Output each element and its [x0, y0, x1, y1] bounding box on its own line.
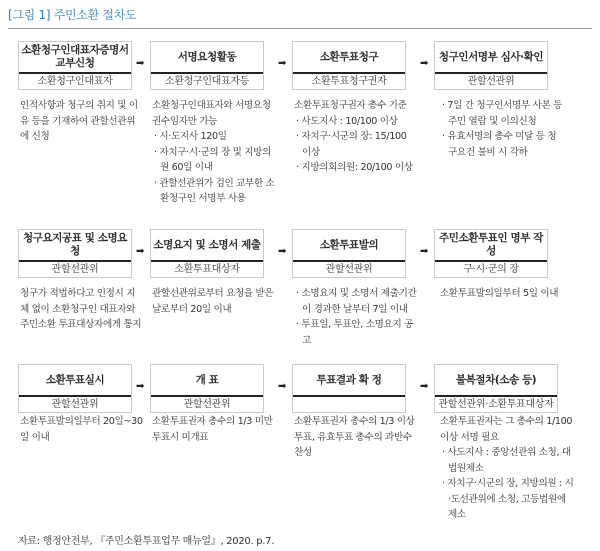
description-line: · 7일 간 청구인서명부 사본 등 주민 열람 및 이의신청 [442, 100, 563, 127]
arrow-right-icon: ➡ [420, 246, 429, 257]
step-actor [293, 397, 405, 412]
arrow-right-icon: ➡ [278, 381, 287, 392]
step-title: 개 표 [151, 365, 263, 397]
step-title: 청구인서명부 심사·확인 [435, 42, 547, 74]
description-line: 소환투표권자 총수의 1/3 미만 투표시 미개표 [152, 416, 273, 443]
step-description [440, 98, 564, 160]
step-box-vote-initiation [292, 229, 406, 278]
step-title: 청구요지공표 및 소명요청 [19, 230, 131, 262]
step-actor: 관할선관위 [467, 76, 515, 87]
step-title: 소환투표청구 [293, 42, 405, 74]
description-line: 소환투표청구권자 총수 기준 [294, 100, 407, 111]
step-description [152, 286, 276, 317]
step-description [440, 414, 574, 523]
description-line: · 유효서명의 총수 미달 등 청구요건 불비 시 각하 [442, 131, 557, 158]
step-title: 소명요지 및 소명서 제출 [151, 230, 263, 262]
description-line: · 자치구·시군의 장, 지방의원 : 시·도선관위에 소청, 고등법원에 제소 [442, 478, 574, 520]
figure-title [8, 6, 136, 23]
step-title: 소환청구인대표자증명서 교부신청 [19, 42, 131, 74]
step-description [294, 286, 418, 348]
step-box-recall-vote-request [292, 41, 406, 90]
step-title: 불복절차(소송 등) [435, 365, 557, 397]
step-box-explanation-submission [150, 229, 264, 278]
step-box-signature-review [434, 41, 548, 90]
step-actor: 소환청구인대표자등 [164, 76, 250, 87]
arrow-right-icon: ➡ [136, 246, 145, 257]
step-actor: 관할선관위 [325, 264, 373, 275]
description-line: · 소명요지 및 소명서 제출기간이 경과한 날부터 7일 이내 [296, 288, 417, 315]
description-line: 소환청구인대표자와 서명요청권수임자만 가능 [152, 100, 271, 127]
step-description [152, 414, 276, 445]
step-description [294, 414, 418, 461]
step-description [440, 286, 564, 302]
description-line: · 사도지사 : 10/100 이상 [296, 115, 398, 127]
figure-tag: [그림 1] [8, 8, 51, 22]
description-line: · 관할선관위가 검인 교부한 소환청구인 서명부 사용 [154, 177, 275, 204]
arrow-right-icon: ➡ [278, 246, 287, 257]
step-box-vote-conduct [18, 364, 132, 413]
description-line: · 투표일, 투표안, 소명요지 공고 [296, 319, 413, 346]
step-description [294, 98, 418, 176]
step-box-claimant-certificate [18, 41, 132, 90]
step-actor: 관할선관위 [51, 264, 99, 275]
step-title: 서명요청활동 [151, 42, 263, 74]
step-box-voter-list [434, 229, 548, 278]
step-box-appeal-procedure [434, 364, 558, 413]
description-line: 소환투표발의일부터 20일~30일 이내 [20, 416, 143, 443]
arrow-right-icon: ➡ [278, 58, 287, 69]
step-title: 소환투표발의 [293, 230, 405, 262]
step-title: 투표결과 확 정 [293, 365, 405, 397]
description-line: · 지방의회의원: 20/100 이상 [296, 162, 413, 173]
step-description [20, 286, 144, 333]
arrow-right-icon: ➡ [136, 58, 145, 69]
step-title: 소환투표실시 [19, 365, 131, 397]
step-actor: 소환투표대상자 [174, 264, 240, 275]
description-line: 청구가 적법하다고 인정시 지체 없이 소환청구인 대표자와 주민소환 투표대상자에게 통지 [20, 288, 142, 330]
step-actor: 소환투표청구권자 [311, 76, 387, 87]
step-actor: 구·시·군의 장 [463, 264, 519, 275]
title-divider [8, 28, 592, 29]
source-note: 자료: 행정안전부, 『주민소환투표업무 매뉴얼』, 2020. p.7. [18, 536, 275, 547]
description-line: 소환투표권자는 그 총수의 1/100 이상 서명 필요 [440, 416, 573, 443]
description-line: 관할선관위로부터 요청을 받은 날로부터 20일 이내 [152, 288, 274, 315]
description-line: · 사도지사 : 중앙선관위 소청, 대법원제소 [442, 447, 571, 474]
step-actor: 관할선관위 [51, 399, 99, 410]
description-line: · 자치구·시군의 장: 15/100 이상 [296, 131, 407, 158]
step-box-signature-request [150, 41, 264, 90]
arrow-right-icon: ➡ [420, 58, 429, 69]
step-actor: 관할선관위 [183, 399, 231, 410]
step-title: 주민소환투표인 명부 작성 [435, 230, 547, 262]
figure-title-text: 주민소환 절차도 [53, 8, 137, 22]
step-description [20, 98, 144, 145]
step-box-vote-count [150, 364, 264, 413]
step-actor: 관할선관위·소환투표대상자 [438, 399, 554, 410]
step-box-claim-announcement [18, 229, 132, 278]
description-line: 인적사항과 청구의 취지 및 이유 등을 기재하여 관할선관위에 신청 [20, 100, 138, 142]
description-line: · 자치구·시·군의 장 및 지방의원 60일 이내 [154, 146, 271, 173]
arrow-right-icon: ➡ [136, 381, 145, 392]
step-description [20, 414, 144, 445]
arrow-right-icon: ➡ [420, 381, 429, 392]
step-actor: 소환청구인대표자 [37, 76, 113, 87]
description-line: · 시·도지사 120일 [154, 131, 227, 142]
step-box-result-confirmation [292, 364, 406, 413]
step-description [152, 98, 276, 207]
description-line: 소환투표권자 총수의 1/3 이상 투표, 유효투표 총수의 과반수 찬성 [294, 416, 415, 458]
description-line: 소환투표발의일부터 5일 이내 [440, 288, 559, 299]
